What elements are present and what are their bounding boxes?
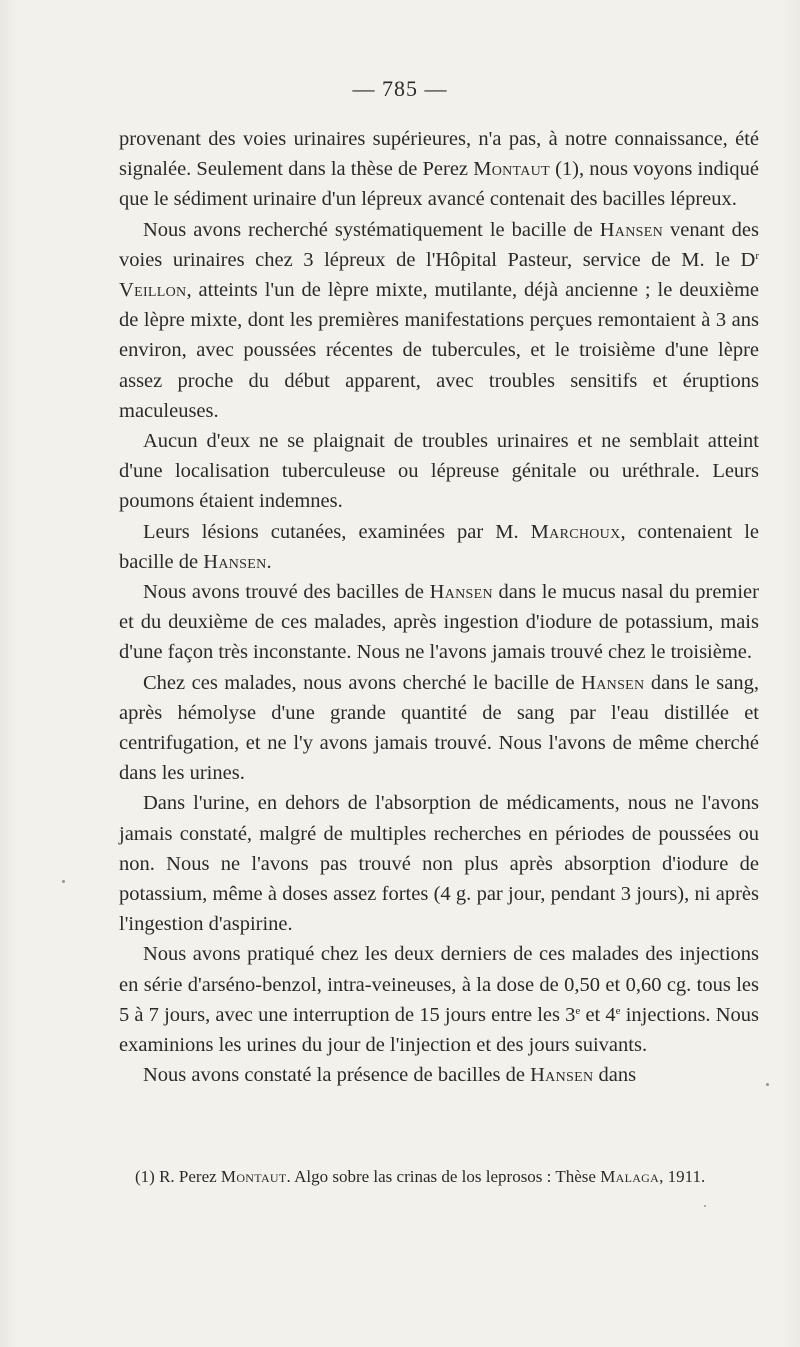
text-run: , atteints l'un de lèpre mixte, mutilante, déjà ancienne ; le deuxième de lèpre mixte, dont les premières manifestations perçues remontaient à 3 ans environ, avec poussées récentes de tubercules, et le troisième d'une lèpre assez proche du début apparent, avec troubles sensitifs et éruptions maculeuses. xyxy=(119,279,759,422)
author-name: Hansen xyxy=(429,581,493,604)
text-run: Dans l'urine, en dehors de l'absorption de médicaments, nous ne l'avons jamais constaté, malgré de multiples recherches en périodes de poussées ou non. Nous ne l'avons pas trouvé non plus après absorption d'iodure de potassium, même à doses assez fortes (4 g. par jour, pendant 3 jours), ni après l'ingestion d'aspirine. xyxy=(119,792,759,936)
paragraph xyxy=(119,517,759,577)
text-run: venant des voies urinaires chez 3 lépreux de l'Hôpital Pasteur, service de M. le D xyxy=(119,218,759,271)
author-name: Hansen xyxy=(203,550,267,573)
text-run: Nous avons pratiqué chez les deux derniers de ces malades des injections en série d'arséno-benzol, intra-veineuses, à la dose de 0,50 et 0,60 cg. tous les 5 à 7 jours, avec une interruption de 15 jours entre les 3 xyxy=(119,943,759,1026)
text-run: dans xyxy=(593,1064,637,1087)
author-name: Veillon xyxy=(119,279,187,302)
paragraph xyxy=(119,215,759,426)
author-name: Montaut xyxy=(220,1167,287,1186)
text-run: , 1911. xyxy=(659,1167,706,1186)
text-run: dans le sang, après hémolyse d'une grande quantité de sang par l'eau distillée et centrifugation, et ne l'y avons jamais trouvé. Nous l'avons de même cherché dans les urines. xyxy=(119,671,759,785)
paragraph xyxy=(119,668,759,789)
paper-speck xyxy=(766,1083,769,1086)
text-run: Nous avons constaté la présence de bacilles de xyxy=(143,1064,531,1087)
paragraph xyxy=(119,1060,759,1090)
superscript: e xyxy=(615,1004,621,1017)
paragraph xyxy=(119,124,759,215)
text-run: Leurs lésions cutanées, examinées par M. xyxy=(143,520,531,543)
author-name: Hansen xyxy=(530,1064,594,1087)
text-run: (1) R. Perez xyxy=(135,1167,221,1186)
text-run: , contenaient le bacille de xyxy=(119,520,759,573)
text-run: provenant des voies urinaires supérieures, n'a pas, à notre connaissance, été signalée. Seulement dans la thèse de Perez xyxy=(119,128,759,181)
paper-speck xyxy=(62,880,65,883)
author-name: Marchoux xyxy=(530,520,621,543)
page-number: — 785 — xyxy=(352,76,448,101)
body-text xyxy=(119,124,759,1091)
footnote xyxy=(119,1164,759,1189)
paper-speck xyxy=(704,1205,706,1207)
text-run: injections. Nous examinions les urines du jour de l'injection et des jours suivants. xyxy=(119,1003,759,1057)
author-name: Malaga xyxy=(600,1167,660,1186)
text-run: dans le mucus nasal du premier et du deuxième de ces malades, après ingestion d'iodure de potassium, mais d'une façon très inconstante. Nous ne l'avons jamais trouvé chez le troisième. xyxy=(119,581,759,664)
author-name: Hansen xyxy=(599,218,663,241)
text-run: (1), nous voyons indiqué que le sédiment urinaire d'un lépreux avancé contenait des bacilles lépreux. xyxy=(119,158,759,211)
paragraph xyxy=(119,577,759,668)
text-run: Aucun d'eux ne se plaignait de troubles urinaires et ne semblait atteint d'une localisation tuberculeuse ou lépreuse génitale ou uréthrale. Leurs poumons étaient indemnes. xyxy=(119,430,759,513)
paragraph xyxy=(119,788,759,939)
text-run: Nous avons recherché systématiquement le bacille de xyxy=(143,218,600,241)
paragraph xyxy=(119,939,759,1060)
author-name: Montaut xyxy=(473,158,550,181)
paragraph xyxy=(119,426,759,517)
text-run: Nous avons trouvé des bacilles de xyxy=(143,581,430,604)
text-run: Chez ces malades, nous avons cherché le bacille de xyxy=(143,671,582,694)
text-run: . Algo sobre las crinas de los leprosos : Thèse xyxy=(286,1167,601,1186)
superscript: r xyxy=(755,249,759,262)
superscript: e xyxy=(575,1004,581,1017)
text-run: . xyxy=(266,550,272,573)
author-name: Hansen xyxy=(581,671,645,694)
text-run: et 4 xyxy=(580,1003,616,1026)
